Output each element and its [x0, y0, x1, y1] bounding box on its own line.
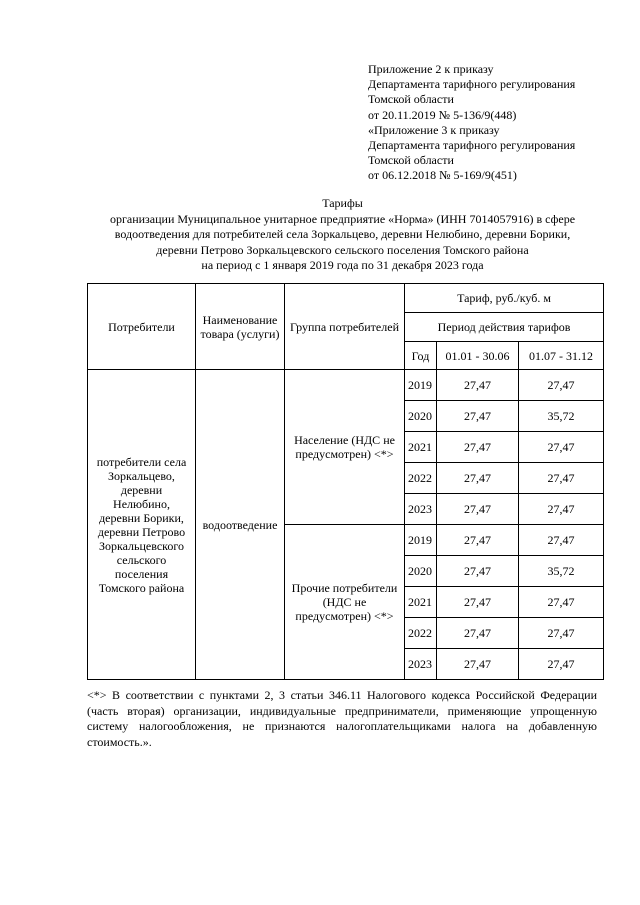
year-cell: 2019: [405, 370, 437, 401]
order-attachment-header: [368, 62, 628, 184]
tariff-h1-cell: 27,47: [437, 370, 519, 401]
tariff-h2-cell: 27,47: [519, 432, 604, 463]
tariff-h1-cell: 27,47: [437, 618, 519, 649]
header-line: «Приложение 3 к приказу: [368, 122, 500, 137]
tariff-h1-cell: 27,47: [437, 494, 519, 525]
header-half1: 01.01 - 30.06: [437, 342, 519, 370]
year-cell: 2020: [405, 401, 437, 432]
header-group: Группа потребителей: [285, 284, 405, 370]
tariff-h1-cell: 27,47: [437, 556, 519, 587]
header-line: Приложение 2 к приказу: [368, 62, 494, 76]
year-cell: 2022: [405, 618, 437, 649]
tariff-h1-cell: 27,47: [437, 432, 519, 463]
year-cell: 2019: [405, 525, 437, 556]
header-line: Томской области: [368, 92, 454, 107]
title-line: Тарифы: [322, 196, 363, 210]
tariff-h1-cell: 27,47: [437, 587, 519, 618]
year-cell: 2021: [405, 432, 437, 463]
tariff-h2-cell: 27,47: [519, 649, 604, 680]
table-row: [88, 370, 604, 401]
header-line: от 06.12.2018 № 5-169/9(451): [368, 168, 517, 183]
header-product: Наименование товара (услуги): [196, 284, 285, 370]
title-line: деревни Петрово Зоркальцевского сельского поселения Томского района: [156, 242, 529, 257]
tariff-h2-cell: 35,72: [519, 556, 604, 587]
header-line: от 20.11.2019 № 5-136/9(448): [368, 107, 517, 122]
header-period: Период действия тарифов: [405, 313, 604, 342]
title-line: на период с 1 января 2019 года по 31 декабря 2023 года: [201, 258, 484, 272]
document-title: [60, 196, 625, 274]
footnote: <*> В соответствии с пунктами 2, 3 статьи 346.11 Налогового кодекса Российской Федерации (часть вторая) организации, индивидуальные предприниматели, применяющие упрощенную систему налогообложения, не признаются налогоплательщиками налога на добавленную стоимость.».: [87, 688, 597, 749]
consumers-cell: потребители села Зоркальцево, деревни Нелюбино, деревни Борики, деревни Петрово Зоркальцевского сельского поселения Томского района: [88, 370, 196, 680]
year-cell: 2020: [405, 556, 437, 587]
tariff-h2-cell: 27,47: [519, 618, 604, 649]
tariff-h2-cell: 27,47: [519, 587, 604, 618]
year-cell: 2022: [405, 463, 437, 494]
group-cell-others: Прочие потребители (НДС не предусмотрен) <*>: [285, 525, 405, 680]
header-line: Департамента тарифного регулирования: [368, 138, 576, 153]
group-cell-population: Население (НДС не предусмотрен) <*>: [285, 370, 405, 525]
year-cell: 2021: [405, 587, 437, 618]
tariff-h1-cell: 27,47: [437, 525, 519, 556]
title-line: водоотведения для потребителей села Зоркальцево, деревни Нелюбино, деревни Борики,: [114, 227, 571, 241]
header-year: Год: [405, 342, 437, 370]
tariff-h2-cell: 27,47: [519, 525, 604, 556]
header-line: Департамента тарифного регулирования: [368, 77, 576, 92]
tariff-h2-cell: 27,47: [519, 370, 604, 401]
product-cell: водоотведение: [196, 370, 285, 680]
tariff-h1-cell: 27,47: [437, 463, 519, 494]
header-half2: 01.07 - 31.12: [519, 342, 604, 370]
header-tariff: Тариф, руб./куб. м: [405, 284, 604, 313]
year-cell: 2023: [405, 494, 437, 525]
tariff-h1-cell: 27,47: [437, 649, 519, 680]
tariff-h2-cell: 27,47: [519, 463, 604, 494]
year-cell: 2023: [405, 649, 437, 680]
tariff-h1-cell: 27,47: [437, 401, 519, 432]
header-line: Томской области: [368, 153, 454, 168]
header-consumers: Потребители: [88, 284, 196, 370]
tariff-h2-cell: 35,72: [519, 401, 604, 432]
tariff-table: [87, 283, 604, 680]
title-line: организации Муниципальное унитарное предприятие «Норма» (ИНН 7014057916) в сфере: [109, 211, 576, 226]
tariff-h2-cell: 27,47: [519, 494, 604, 525]
